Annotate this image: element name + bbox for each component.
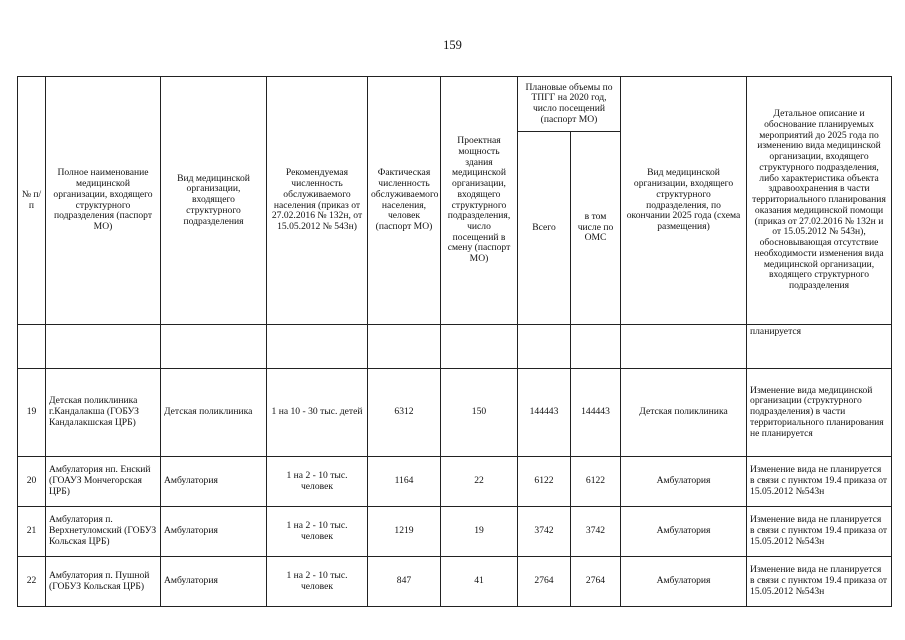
cell-actual: 1164 [368,457,441,507]
page-number: 159 [443,38,462,52]
header-name: Полное наименование медицинской организации, входящего структурного подразделения (паспорт МО) [46,77,161,325]
cell-total: 6122 [518,457,571,507]
cell-total: 3742 [518,507,571,557]
header-planned-total: Всего [518,132,571,325]
table-row [18,557,892,607]
cell-type: Амбулатория [161,557,267,607]
header-planned-oms: в том числе по ОМС [571,132,621,325]
cell-capacity: 19 [441,507,518,557]
cell-total: 2764 [518,557,571,607]
cell-oms: 144443 [571,369,621,457]
carryover-text: планируется [747,325,892,369]
cell-num: 21 [18,507,46,557]
cell-capacity: 41 [441,557,518,607]
cell-recommended: 1 на 2 - 10 тыс. человек [267,507,368,557]
cell-description: Изменение вида медицинской организации (структурного подразделения) в части территориального планирования не планируется [747,369,892,457]
cell-type: Детская поликлиника [161,369,267,457]
header-row [18,77,892,132]
cell-recommended: 1 на 2 - 10 тыс. человек [267,457,368,507]
cell-name: Амбулатория нп. Енский (ГОАУЗ Мончегорская ЦРБ) [46,457,161,507]
header-type: Вид медицинской организации, входящего структурного подразделения [161,77,267,325]
cell-type-2025: Детская поликлиника [621,369,747,457]
cell-oms: 6122 [571,457,621,507]
table-row-carryover [18,325,892,369]
cell-type-2025: Амбулатория [621,507,747,557]
cell-description: Изменение вида не планируется в связи с пунктом 19.4 приказа от 15.05.2012 №543н [747,557,892,607]
header-planned-group: Плановые объемы по ТПГГ на 2020 год, число посещений (паспорт МО) [518,77,621,132]
cell-name: Детская поликлиника г.Кандалакша (ГОБУЗ Кандалакшская ЦРБ) [46,369,161,457]
cell-capacity: 22 [441,457,518,507]
cell-type-2025: Амбулатория [621,557,747,607]
cell-total: 144443 [518,369,571,457]
header-recommended: Рекомендуемая численность обслуживаемого населения (приказ от 27.02.2016 № 132н, от 15.05.2012 № 543н) [267,77,368,325]
header-type-2025: Вид медицинской организации, входящего структурного подразделения, по окончании 2025 года (схема размещения) [621,77,747,325]
header-capacity: Проектная мощность здания медицинской организации, входящего структурного подразделения, число посещений в смену (паспорт МО) [441,77,518,325]
facilities-table [17,76,892,607]
cell-type: Амбулатория [161,457,267,507]
cell-num: 19 [18,369,46,457]
header-num: № п/п [18,77,46,325]
cell-capacity: 150 [441,369,518,457]
cell-oms: 3742 [571,507,621,557]
cell-oms: 2764 [571,557,621,607]
cell-actual: 847 [368,557,441,607]
cell-name: Амбулатория п. Верхнетуломский (ГОБУЗ Кольская ЦРБ) [46,507,161,557]
header-actual: Фактическая численность обслуживаемого населения, человек (паспорт МО) [368,77,441,325]
header-description: Детальное описание и обоснование планируемых мероприятий до 2025 года по изменению вида медицинской организации, входящего структурного подразделения, либо характеристика объекта здравоохранения в части территориального планирования оказания медицинской помощи (приказ от 27.02.2016 № 132н и от 15.05.2012 № 543н), обосновывающая отсутствие необходимости изменения вида медицинской организации, входящего структурного подразделения [747,77,892,325]
cell-type-2025: Амбулатория [621,457,747,507]
cell-description: Изменение вида не планируется в связи с пунктом 19.4 приказа от 15.05.2012 №543н [747,457,892,507]
cell-num: 20 [18,457,46,507]
cell-description: Изменение вида не планируется в связи с пунктом 19.4 приказа от 15.05.2012 №543н [747,507,892,557]
cell-actual: 6312 [368,369,441,457]
table-row [18,507,892,557]
cell-actual: 1219 [368,507,441,557]
cell-recommended: 1 на 10 - 30 тыс. детей [267,369,368,457]
cell-name: Амбулатория п. Пушной (ГОБУЗ Кольская ЦРБ) [46,557,161,607]
table-row [18,457,892,507]
table-row [18,369,892,457]
cell-num: 22 [18,557,46,607]
cell-recommended: 1 на 2 - 10 тыс. человек [267,557,368,607]
cell-type: Амбулатория [161,507,267,557]
